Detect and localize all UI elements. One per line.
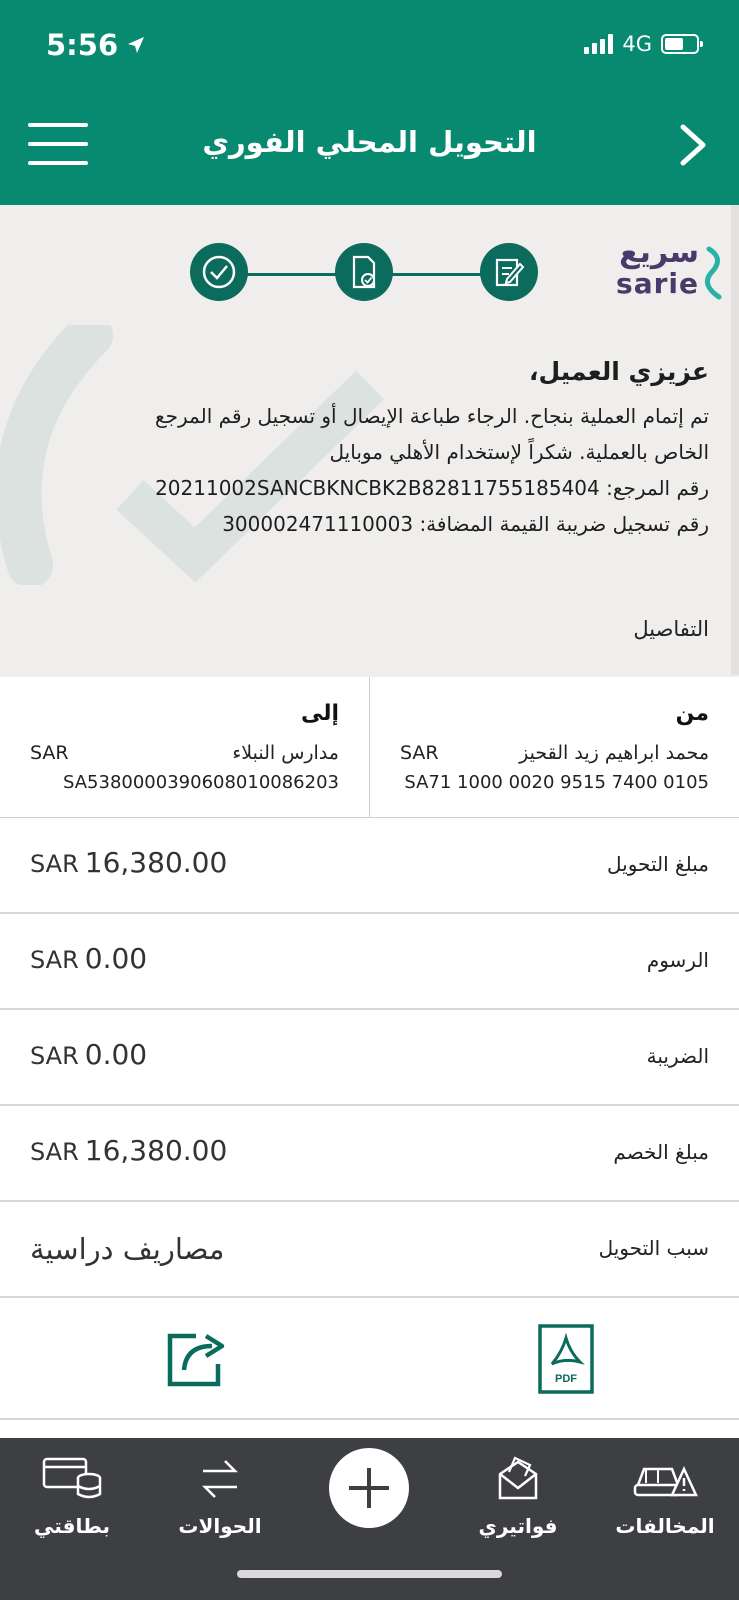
car-warning-icon xyxy=(632,1457,698,1501)
tab-bills-label: فواتيري xyxy=(478,1514,558,1538)
reference-label: رقم المرجع: xyxy=(606,476,709,500)
edit-form-icon xyxy=(493,255,525,289)
step-connector xyxy=(385,273,495,276)
document-check-icon xyxy=(348,254,380,290)
amount: 0.00 xyxy=(84,942,148,975)
message-line-2: الخاص بالعملية. شكراً لإستخدام الأهلي موبايل xyxy=(329,440,709,464)
transfer-amount-value xyxy=(30,846,227,879)
scrollbar[interactable] xyxy=(731,205,739,675)
back-chevron-icon[interactable] xyxy=(675,123,711,167)
from-iban: SA71 1000 0020 9515 7400 0105 xyxy=(404,772,709,793)
sarie-logo xyxy=(616,235,729,305)
currency: SAR xyxy=(30,1138,79,1166)
amount: 0.00 xyxy=(84,1038,148,1071)
step-details xyxy=(480,243,538,301)
add-button[interactable] xyxy=(329,1448,409,1528)
from-account xyxy=(370,677,739,818)
transfer-reason-row xyxy=(0,1202,739,1298)
tab-cards-label: بطاقتي xyxy=(34,1514,110,1538)
battery-icon xyxy=(661,34,699,54)
to-iban: SA5380000390608010086203 xyxy=(62,772,339,793)
tab-transfers-label: الحوالات xyxy=(178,1514,262,1538)
confirmation-panel xyxy=(0,205,739,677)
progress-stepper xyxy=(190,243,550,305)
sarie-mark-icon xyxy=(703,245,729,301)
transfer-amount-label: مبلغ التحويل xyxy=(606,852,709,876)
confirmation-message xyxy=(19,357,709,542)
from-title: من xyxy=(675,701,709,726)
home-indicator xyxy=(237,1570,502,1578)
debit-amount-value xyxy=(30,1134,227,1167)
from-name-row xyxy=(400,742,709,764)
reference-number xyxy=(19,470,709,506)
bill-envelope-icon xyxy=(496,1456,540,1502)
transfer-parties xyxy=(0,677,739,818)
tax-row xyxy=(0,1010,739,1106)
transfer-reason-label: سبب التحويل xyxy=(598,1236,709,1260)
location-arrow-icon xyxy=(126,35,146,55)
receipt-actions xyxy=(0,1302,739,1420)
card-coins-icon xyxy=(41,1456,103,1502)
to-account xyxy=(0,677,370,818)
details-heading: التفاصيل xyxy=(633,617,709,641)
sarie-logo-latin: sarie xyxy=(616,267,699,300)
transfer-arrows-icon xyxy=(199,1457,241,1501)
sarie-logo-arabic: سريع xyxy=(619,235,699,270)
debit-amount-label: مبلغ الخصم xyxy=(613,1140,709,1164)
tax-value xyxy=(30,1038,147,1071)
tab-violations-label: المخالفات xyxy=(615,1514,715,1538)
network-label: 4G xyxy=(622,32,652,56)
to-currency: SAR xyxy=(30,742,69,764)
fees-row xyxy=(0,914,739,1010)
pdf-icon xyxy=(538,1324,594,1394)
step-receipt xyxy=(335,243,393,301)
tab-bills[interactable] xyxy=(448,1454,588,1538)
vat-number xyxy=(19,506,709,542)
signal-icon xyxy=(584,34,613,54)
from-name: محمد ابراهيم زيد القحيز xyxy=(519,742,709,764)
vat-value: 300002471110003 xyxy=(222,512,414,536)
amount: 16,380.00 xyxy=(84,846,228,879)
greeting: عزيزي العميل، xyxy=(528,357,709,386)
app-header xyxy=(0,0,739,205)
step-connector xyxy=(240,273,350,276)
to-name-row xyxy=(30,742,339,764)
currency: SAR xyxy=(30,946,79,974)
currency: SAR xyxy=(30,850,79,878)
to-name: مدارس النبلاء xyxy=(232,742,339,764)
from-currency: SAR xyxy=(400,742,439,764)
status-bar xyxy=(0,0,739,95)
tab-violations[interactable] xyxy=(595,1454,735,1538)
page-title: التحويل المحلي الفوري xyxy=(202,125,537,159)
step-complete xyxy=(190,243,248,301)
amount: 16,380.00 xyxy=(84,1134,228,1167)
status-indicators xyxy=(584,32,699,56)
tab-transfers[interactable] xyxy=(150,1454,290,1538)
transfer-details xyxy=(0,818,739,1298)
debit-amount-row xyxy=(0,1106,739,1202)
fees-value xyxy=(30,942,147,975)
share-icon[interactable] xyxy=(166,1328,228,1388)
vat-label: رقم تسجيل ضريبة القيمة المضافة: xyxy=(419,512,709,536)
transfer-amount-row xyxy=(0,818,739,914)
pdf-download-button[interactable] xyxy=(538,1324,594,1394)
nav-bar xyxy=(0,95,739,205)
plus-icon xyxy=(346,1465,392,1511)
check-circle-icon xyxy=(201,254,237,290)
status-time-text: 5:56 xyxy=(46,28,119,62)
to-title: إلى xyxy=(300,701,339,726)
fees-label: الرسوم xyxy=(646,948,709,972)
currency: SAR xyxy=(30,1042,79,1070)
status-time xyxy=(46,28,146,62)
pdf-label: PDF xyxy=(555,1373,577,1385)
tab-cards[interactable] xyxy=(2,1454,142,1538)
transfer-reason-value: مصاريف دراسية xyxy=(30,1232,225,1266)
message-line-1: تم إتمام العملية بنجاح. الرجاء طباعة الإيصال أو تسجيل رقم المرجع xyxy=(155,404,709,428)
reference-value: 20211002SANCBKNCBK2B82811755185404 xyxy=(155,476,600,500)
tax-label: الضريبة xyxy=(646,1044,709,1068)
